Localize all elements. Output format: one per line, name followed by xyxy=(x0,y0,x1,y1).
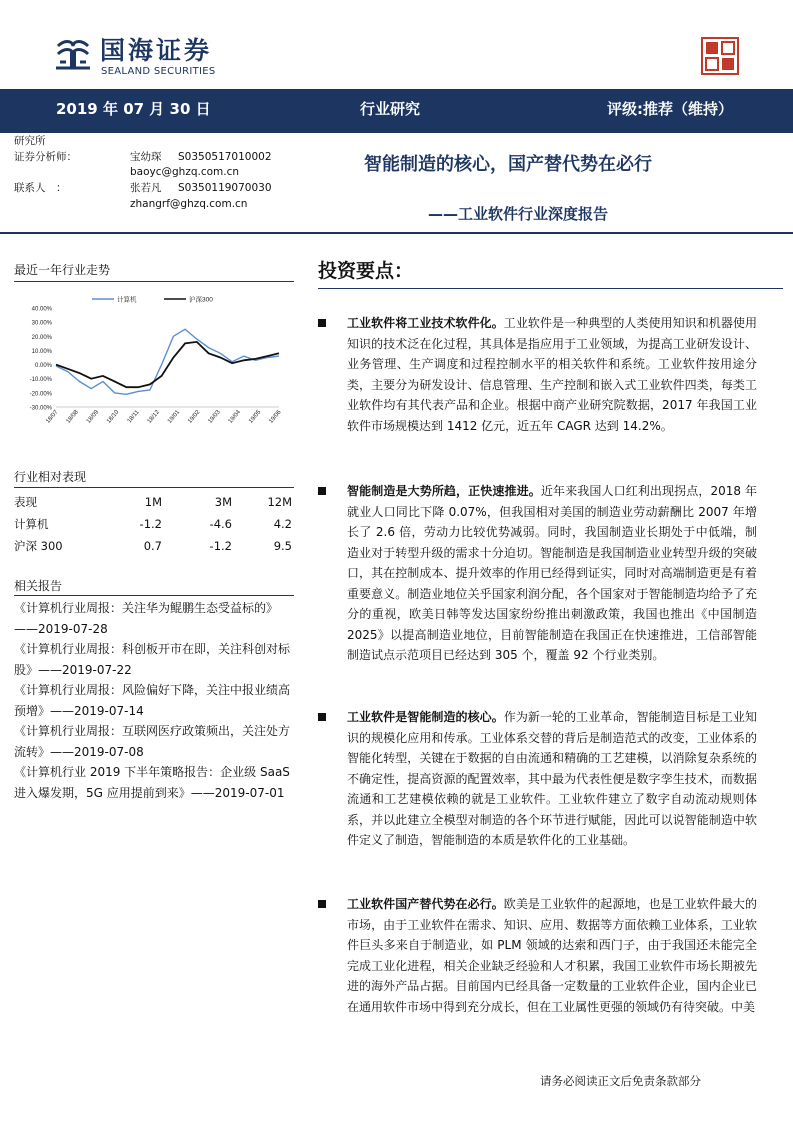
legend-label: 计算机 xyxy=(117,296,137,304)
x-tick-label: 19/02 xyxy=(187,409,202,425)
contact-label: 联系人 ： xyxy=(14,182,67,194)
related-report-list xyxy=(14,598,296,803)
performance-table xyxy=(14,491,292,557)
report-date: 2019 年 07 月 30 日 xyxy=(56,100,211,118)
investment-point-lead: 智能制造是大势所趋，正快速推进。 xyxy=(347,484,541,498)
x-tick-label: 19/01 xyxy=(166,409,182,425)
investment-point-lead: 工业软件是智能制造的核心。 xyxy=(347,710,504,724)
x-tick-label: 19/03 xyxy=(207,409,222,425)
contact-id: S0350119070030 xyxy=(178,182,272,194)
y-tick-label: -10.00% xyxy=(29,377,52,384)
y-tick-label: 0.00% xyxy=(34,363,52,370)
table-header-cell: 3M xyxy=(214,495,232,509)
table-cell: 0.7 xyxy=(143,539,162,553)
x-tick-label: 18/08 xyxy=(65,409,80,425)
table-cell: 计算机 xyxy=(14,517,49,531)
y-tick-label: 30.00% xyxy=(31,320,52,327)
table-row xyxy=(14,535,292,557)
related-heading: 相关报告 xyxy=(14,579,63,593)
investment-point-body: 工业软件是一种典型的人类使用知识和机器使用知识的技术泛在化过程，其具体是指应用于工业领域，为提高工业研发设计、业务管理、生产调度和过程控制水平的相关软件和系统。工业软件按用途分类，主要分为研发设计、信息管理、生产控制和嵌入式工业软件四类，每类工业软件均有其代表产品和企业。根据中商产业研究院数据，2017 年我国工业软件市场规模达到 1412 亿元，近五年 CAGR 达到 14.2%。 xyxy=(347,316,757,433)
analyst-email[interactable]: baoyc@ghzq.com.cn xyxy=(130,166,240,178)
investment-point-lead: 工业软件将工业技术软件化。 xyxy=(347,316,504,330)
x-tick-label: 19/04 xyxy=(227,409,242,425)
y-tick-label: -30.00% xyxy=(29,405,52,412)
investment-point-body: 欧美是工业软件的起源地，也是工业软件最大的市场，由于工业软件在需求、知识、应用、数据等方面依赖工业体系，工业软件巨头多来自于制造业，如 PLM 领域的达索和西门子，由于我国还未能完全完成工业化进程，相关企业缺乏经验和人才积累，我国工业软件市场长期被先进的海外产品占据。目前国内已经具备一定数量的工业软件企业，国内企业已在通用软件市场中得到充分成长，但在工业属性更强的领域仍有待突破。中美 xyxy=(347,897,757,1014)
header-banner-strip xyxy=(0,130,793,133)
y-tick-label: 20.00% xyxy=(31,334,52,341)
related-report-item[interactable]: 《计算机行业周报：互联网医疗政策频出，关注处方流转》——2019-07-08 xyxy=(14,724,291,759)
bullet-icon xyxy=(318,713,326,721)
company-name-en: SEALAND SECURITIES xyxy=(101,66,216,77)
x-tick-label: 18/09 xyxy=(85,409,101,425)
report-rating: 评级:推荐（维持） xyxy=(607,100,733,118)
investment-point xyxy=(347,707,757,851)
performance-heading: 行业相对表现 xyxy=(14,470,87,484)
x-tick-label: 18/07 xyxy=(45,409,60,425)
investment-point xyxy=(347,313,757,436)
bullet-icon xyxy=(318,900,326,908)
contact-email[interactable]: zhangrf@ghzq.com.cn xyxy=(130,198,248,210)
y-tick-label: 10.00% xyxy=(31,348,52,355)
research-seal-icon xyxy=(700,36,740,76)
investment-heading-rule xyxy=(318,288,783,289)
industry-trend-chart xyxy=(14,290,289,440)
related-report-item[interactable]: 《计算机行业周报：风险偏好下降，关注中报业绩高预增》——2019-07-14 xyxy=(14,683,291,718)
related-heading-rule xyxy=(14,595,294,596)
table-cell: -1.2 xyxy=(139,517,162,531)
table-header-cell: 1M xyxy=(144,495,162,509)
y-tick-label: -20.00% xyxy=(29,391,52,398)
table-header-row xyxy=(14,491,292,513)
x-tick-label: 18/12 xyxy=(146,409,161,425)
analyst-label: 证券分析师： xyxy=(14,151,77,163)
legend-label: 沪深300 xyxy=(189,296,213,304)
bullet-icon xyxy=(318,487,326,495)
footer-disclaimer[interactable]: 请务必阅读正文后免责条款部分 xyxy=(540,1074,701,1088)
analyst-id: S0350517010002 xyxy=(178,151,272,163)
table-cell: 沪深 300 xyxy=(14,539,63,553)
table-header-cell: 表现 xyxy=(14,495,37,509)
performance-heading-rule xyxy=(14,487,294,488)
table-cell: 9.5 xyxy=(273,539,292,553)
related-report-item[interactable]: 《计算机行业周报：关注华为鲲鹏生态受益标的》——2019-07-28 xyxy=(14,601,279,636)
trend-heading-rule xyxy=(14,281,294,282)
company-name-cn: 国海证券 xyxy=(100,36,213,65)
report-title: 智能制造的核心，国产替代势在必行 xyxy=(364,154,652,175)
investment-point xyxy=(347,894,757,1017)
x-tick-label: 18/11 xyxy=(126,409,141,425)
sealand-logo-icon xyxy=(54,38,92,72)
trend-heading: 最近一年行业走势 xyxy=(14,263,111,277)
x-tick-label: 18/10 xyxy=(106,409,121,425)
table-header-cell: 12M xyxy=(267,495,292,509)
report-category: 行业研究 xyxy=(360,100,421,118)
y-tick-label: 40.00% xyxy=(31,306,52,313)
table-cell: -1.2 xyxy=(209,539,232,553)
table-row xyxy=(14,513,292,535)
report-subtitle: ——工业软件行业深度报告 xyxy=(428,205,609,223)
bullet-icon xyxy=(318,319,326,327)
investment-point-lead: 工业软件国产替代势在必行。 xyxy=(347,897,504,911)
analyst-name: 宝幼琛 xyxy=(130,151,162,163)
x-tick-label: 19/05 xyxy=(248,409,263,425)
dept-label: 研究所 xyxy=(14,135,46,147)
table-cell: 4.2 xyxy=(273,517,292,531)
series-line-computer xyxy=(56,329,279,394)
header-divider xyxy=(0,232,793,234)
contact-name: 张若凡 xyxy=(130,182,162,194)
investment-point-body: 近年来我国人口红利出现拐点，2018 年就业人口同比下降 0.07%，但我国相对美国的制造业劳动薪酬比 2007 年增长了 2.6 倍，劳动力比较优势减弱。同时，我国制造业长期处于中低端，制造业对于转型升级的需求十分迫切。智能制造是我国制造业业转型升级的突破口，其在控制成本、提升效率的作用已经得到证实，同时对高端制造更是有着重要意义。制造业地位关乎国家利润分配，各个国家对于智能制造均给予了充分的重视，欧美日韩等发达国家纷纷推出刺激政策，我国也推出《中国制造 2025》以提高制造业地位，目前智能制造在我国正在快速推进，工信部智能制造试点示范项目已经达到 305 个，覆盖 92 个行业类别。 xyxy=(347,484,757,662)
investment-heading: 投资要点： xyxy=(318,260,414,282)
investment-point-body: 作为新一轮的工业革命，智能制造目标是工业知识的规模化应用和传承。工业体系交替的背后是制造范式的改变，工业体系的智能化转型，关键在于数据的自由流通和精确的工艺建模，以消除复杂系统的不确定性，提高资源的配置效率，其中最为代表性便是数字孪生技术，而数据流通和工艺建模依赖的就是工业软件。工业软件建立了数字自动流动规则体系，并以此建立全模型对制造的各个环节进行赋能，因此可以说智能制造中软件定义了制造，智能制造的本质是软件化的工业基础。 xyxy=(347,710,757,847)
x-tick-label: 19/06 xyxy=(268,409,283,425)
related-report-item[interactable]: 《计算机行业周报：科创板开市在即，关注科创对标股》——2019-07-22 xyxy=(14,642,291,677)
related-report-item[interactable]: 《计算机行业 2019 下半年策略报告：企业级 SaaS 进入爆发期，5G 应用提前到来》——2019-07-01 xyxy=(14,765,290,800)
investment-point xyxy=(347,481,757,666)
table-cell: -4.6 xyxy=(209,517,232,531)
